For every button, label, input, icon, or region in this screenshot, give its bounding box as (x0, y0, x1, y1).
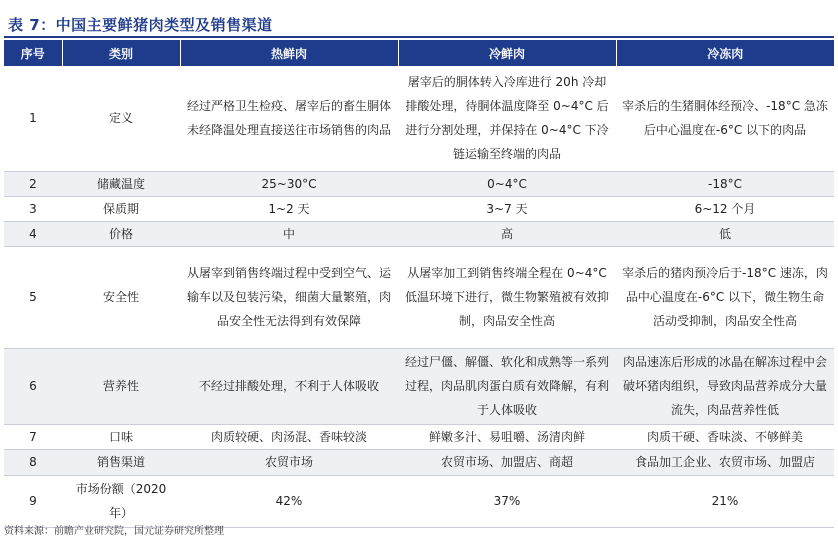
row-index: 9 (29, 494, 37, 508)
cell-frozen: 宰杀后的生猪胴体经预冷、-18°C 急冻后中心温度在-6°C 以下的肉品 (616, 66, 834, 171)
row-index: 2 (4, 171, 62, 196)
pork-types-table (4, 40, 834, 528)
header-frozen: 冷冻肉 (616, 40, 834, 66)
cell-hot-fresh: 从屠宰到销售终端过程中受到空气、运输车以及包装污染，细菌大量繁殖，肉品安全性无法得到有效保障 (186, 266, 391, 328)
table-row (4, 449, 834, 475)
cell-chilled: 0~4°C (398, 171, 616, 196)
table-row (4, 196, 834, 221)
cell-hot-fresh: 不经过排酸处理，不利于人体吸收 (180, 348, 398, 424)
table-row (4, 66, 834, 171)
row-index: 6 (4, 348, 62, 424)
row-category: 保质期 (102, 201, 139, 216)
table-row (4, 246, 834, 348)
cell-chilled: 经过尸僵、解僵、软化和成熟等一系列过程，肉品肌肉蛋白质有效降解，有利于人体吸收 (398, 348, 616, 424)
cell-frozen: 6~12 个月 (694, 201, 756, 216)
table-row (4, 424, 834, 449)
header-hot-fresh: 热鲜肉 (180, 40, 398, 66)
header-index: 序号 (4, 40, 62, 66)
table-row (4, 348, 834, 424)
row-index: 1 (4, 66, 62, 171)
row-index: 5 (29, 290, 37, 304)
row-category: 安全性 (102, 290, 139, 304)
cell-frozen: 肉品速冻后形成的冰晶在解冻过程中会破坏猪肉组织，导致肉品营养成分大量流失，肉品营养性低 (616, 348, 834, 424)
cell-frozen: -18°C (616, 171, 834, 196)
cell-chilled: 37% (493, 494, 521, 508)
row-category: 营养性 (62, 348, 180, 424)
row-category: 价格 (62, 221, 180, 246)
cell-hot-fresh: 25~30°C (180, 171, 398, 196)
cell-frozen: 低 (616, 221, 834, 246)
row-index: 7 (29, 429, 37, 444)
cell-hot-fresh: 农贸市场 (180, 449, 398, 475)
row-index: 8 (4, 449, 62, 475)
row-category: 销售渠道 (62, 449, 180, 475)
row-index: 4 (4, 221, 62, 246)
row-category: 口味 (108, 429, 133, 444)
cell-chilled: 农贸市场、加盟店、商超 (398, 449, 616, 475)
cell-chilled: 鲜嫩多汁、易咀嚼、汤清肉鲜 (428, 429, 585, 444)
source-note: 资料来源：前瞻产业研究院，国元证券研究所整理 (4, 526, 224, 537)
cell-chilled: 3~7 天 (486, 201, 528, 216)
table-header-row (4, 40, 834, 66)
cell-chilled: 从屠宰加工到销售终端全程在 0~4°C 低温环境下进行，微生物繁殖被有效抑制，肉品安全性高 (404, 266, 609, 328)
cell-frozen: 21% (711, 494, 739, 508)
header-chilled: 冷鲜肉 (398, 40, 616, 66)
cell-hot-fresh: 42% (275, 494, 303, 508)
cell-frozen: 宰杀后的猪肉预冷后于-18°C 速冻，肉品中心温度在-6°C 以下，微生物生命活动受抑制，肉品安全性高 (622, 266, 828, 328)
table-row (4, 475, 834, 527)
cell-chilled: 高 (398, 221, 616, 246)
title-divider (4, 36, 834, 38)
cell-frozen: 肉质干硬、香味淡、不够鲜美 (646, 429, 803, 444)
table-row (4, 171, 834, 196)
table-title: 表 7：中国主要鲜猪肉类型及销售渠道 (8, 16, 273, 34)
cell-hot-fresh: 1~2 天 (268, 201, 310, 216)
header-category: 类别 (62, 40, 180, 66)
cell-chilled: 屠宰后的胴体转入冷库进行 20h 冷却排酸处理，待胴体温度降至 0~4°C 后进行分割处理，并保持在 0~4°C 下冷链运输至终端的肉品 (398, 66, 616, 171)
row-index: 3 (29, 201, 37, 216)
row-category: 储藏温度 (62, 171, 180, 196)
cell-hot-fresh: 经过严格卫生检疫、屠宰后的畜生胴体未经降温处理直接送往市场销售的肉品 (180, 66, 398, 171)
row-category: 定义 (62, 66, 180, 171)
row-category: 市场份额（2020 年） (75, 482, 167, 520)
cell-hot-fresh: 肉质较硬、肉汤混、香味较淡 (210, 429, 367, 444)
cell-frozen: 食品加工企业、农贸市场、加盟店 (616, 449, 834, 475)
cell-hot-fresh: 中 (180, 221, 398, 246)
table-row (4, 221, 834, 246)
